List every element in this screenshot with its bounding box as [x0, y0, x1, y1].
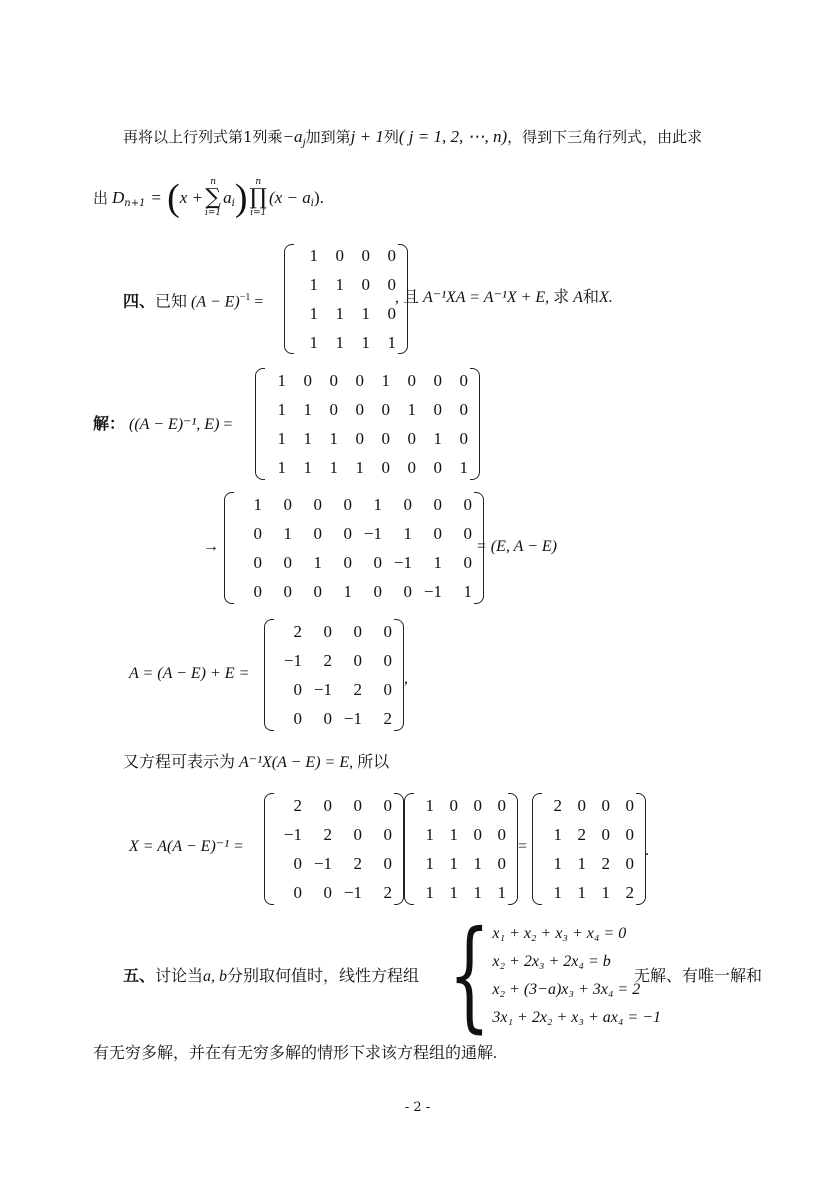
matrix-cell: 1	[303, 428, 312, 448]
matrix-cell: 1	[355, 457, 364, 477]
matrix-cell: 0	[381, 428, 390, 448]
math-sub: n+1	[124, 198, 146, 209]
sum-top: n	[210, 177, 216, 187]
math-x-plus: x +	[179, 188, 204, 207]
matrix-cell: 0	[283, 494, 292, 514]
matrix-cell: −1	[283, 824, 302, 844]
text-segment: 加到第	[305, 128, 351, 146]
A-equation	[129, 663, 249, 685]
text-segment: 无解、有唯一解和	[634, 968, 763, 985]
matrix-cell: 0	[459, 399, 468, 419]
matrix-cell: −1	[313, 679, 332, 699]
bracket-left	[404, 793, 414, 905]
matrix-cell: 2	[353, 679, 362, 699]
also-equation-line	[123, 752, 389, 774]
matrix-cell: 0	[387, 303, 396, 323]
matrix-cell: 1	[335, 332, 344, 352]
matrix-cell: 0	[433, 399, 442, 419]
matrix-cell: 0	[353, 824, 362, 844]
prod-bottom: i=1	[250, 208, 267, 218]
matrix-cell: 2	[383, 882, 392, 902]
bracket-right	[394, 793, 404, 905]
matrix-cell: 1	[303, 457, 312, 477]
math-lhs: ((A − E)⁻¹, E)	[129, 416, 220, 433]
matrix-cell: 1	[361, 303, 370, 323]
text-segment: 讨论当	[155, 968, 204, 985]
matrix-cell: 0	[253, 552, 262, 572]
matrix-cell: 0	[343, 523, 352, 543]
equation-line: x₂ + 2x₃ + 2x₄ = b	[492, 953, 611, 970]
paragraph-line-1	[123, 127, 702, 154]
matrix-cell: 1	[403, 523, 412, 543]
math-sub: i	[231, 198, 235, 209]
matrix-cell: 0	[383, 795, 392, 815]
matrix-cell: 1	[407, 399, 416, 419]
math-eq: =	[518, 838, 528, 855]
matrix-cell: 1	[361, 332, 370, 352]
matrix-cell: −1	[343, 708, 362, 728]
arrow	[203, 536, 219, 558]
matrix-cell: 0	[407, 457, 416, 477]
problem-number: 五、	[123, 968, 156, 985]
matrix-cell: 0	[459, 370, 468, 390]
matrix-cell: 1	[449, 853, 458, 873]
matrix-cell: 0	[383, 679, 392, 699]
matrix-cell: 0	[459, 428, 468, 448]
matrix-cell: 1	[309, 274, 318, 294]
matrix-cell: 0	[383, 853, 392, 873]
math-range: ( j = 1, 2, ⋯, n)	[398, 127, 508, 146]
matrix-cell: 0	[381, 399, 390, 419]
text-segment: ，得到下三角行列式，由此求	[507, 128, 703, 146]
matrix-cell: 1	[473, 853, 482, 873]
matrix-cell: 0	[433, 457, 442, 477]
matrix-cell: 0	[473, 795, 482, 815]
matrix-cell: 0	[329, 399, 338, 419]
matrix-cell: 0	[433, 494, 442, 514]
matrix-cell: −1	[283, 650, 302, 670]
matrix-cell: 1	[577, 853, 586, 873]
matrix-cell: 0	[355, 428, 364, 448]
matrix-cell: 0	[343, 494, 352, 514]
matrix-cell: 1	[459, 457, 468, 477]
matrix-cell: 1	[373, 494, 382, 514]
product-symbol-group	[250, 178, 268, 218]
math-eq: =	[254, 293, 264, 311]
bracket-left	[264, 793, 274, 905]
matrix-cell: 0	[353, 621, 362, 641]
bracket-left	[224, 492, 234, 604]
comma	[404, 668, 408, 690]
matrix-cell: 0	[355, 370, 364, 390]
period	[645, 840, 649, 862]
math-eq: =	[151, 188, 162, 207]
solution-label	[93, 414, 232, 436]
matrix-cell: 1	[303, 399, 312, 419]
matrix-cell: −1	[423, 581, 442, 601]
paragraph-line-2	[93, 178, 324, 218]
text-segment: , 且	[395, 289, 420, 306]
matrix-cell: 0	[283, 581, 292, 601]
matrix-cell: 0	[323, 795, 332, 815]
problem-5-line-2	[93, 1043, 497, 1065]
matrix-cell: 0	[433, 523, 442, 543]
text-segment: ,	[404, 670, 408, 687]
equals	[518, 836, 527, 858]
matrix-cell: 1	[335, 303, 344, 323]
math-result: = (E, A − E)	[476, 538, 557, 555]
math-D: D	[112, 188, 125, 207]
matrix-cell: 1	[277, 370, 286, 390]
matrix-cell: 0	[463, 523, 472, 543]
matrix-cell: 2	[577, 824, 586, 844]
page-number: - 2 -	[404, 1100, 431, 1115]
matrix-cell: 1	[449, 824, 458, 844]
matrix-cell: 0	[473, 824, 482, 844]
matrix-cell: 0	[361, 245, 370, 265]
matrix-cell: 0	[449, 795, 458, 815]
matrix-cell: 0	[361, 274, 370, 294]
matrix-cell: 2	[553, 795, 562, 815]
matrix-cell: 1	[283, 523, 292, 543]
matrix-cell: 0	[497, 795, 506, 815]
matrix-cell: 0	[313, 494, 322, 514]
matrix-cell: 0	[353, 650, 362, 670]
left-brace-icon: {	[448, 906, 491, 1045]
matrix-cell: 0	[373, 581, 382, 601]
close-paren: )	[234, 177, 248, 219]
matrix-cell: 0	[323, 882, 332, 902]
matrix-cell: 0	[625, 853, 634, 873]
matrix-grid	[265, 363, 470, 485]
matrix-cell: 0	[323, 708, 332, 728]
product-icon: ∏	[249, 185, 268, 210]
matrix-cell: 0	[387, 274, 396, 294]
matrix-cell: 0	[577, 795, 586, 815]
text-segment: 再将以上行列式第1列乘	[123, 128, 283, 146]
bracket-left	[264, 619, 274, 731]
augmented-matrix-1	[255, 368, 480, 480]
matrix-cell: 2	[323, 650, 332, 670]
matrix-cell: 0	[323, 621, 332, 641]
equation-line: x₁ + x₂ + x₃ + x₄ = 0	[492, 925, 627, 942]
text-segment: 出	[93, 189, 109, 207]
sum-icon: ∑	[205, 185, 221, 210]
matrix-cell: 0	[303, 370, 312, 390]
math-lhs: (A − E)	[191, 293, 240, 311]
matrix-cell: 1	[473, 882, 482, 902]
math-j-plus-1: j + 1	[350, 127, 384, 146]
matrix-cell: 1	[433, 428, 442, 448]
problem-4-statement	[123, 287, 263, 313]
matrix-cell: 2	[383, 708, 392, 728]
matrix-cell: 0	[329, 370, 338, 390]
matrix-cell: 1	[343, 581, 352, 601]
math-sub: j	[302, 138, 306, 149]
matrix-grid	[414, 788, 508, 910]
sum-bottom: i=1	[205, 208, 222, 218]
matrix-cell: 0	[313, 581, 322, 601]
matrix-X-factor-1	[264, 793, 404, 905]
matrix-cell: 1	[463, 581, 472, 601]
bracket-right	[470, 368, 480, 480]
matrix-cell: 0	[293, 679, 302, 699]
matrix-cell: 0	[343, 552, 352, 572]
matrix-cell: 2	[293, 621, 302, 641]
matrix-cell: 0	[313, 523, 322, 543]
matrix-grid	[274, 614, 394, 736]
matrix-cell: 0	[335, 245, 344, 265]
result-E-A-minus-E	[476, 536, 557, 558]
math-neg-a: −a	[282, 127, 303, 146]
math-factor-end: ).	[313, 188, 324, 207]
text-segment: , 求	[545, 289, 570, 306]
matrix-cell: 2	[293, 795, 302, 815]
solution-heading: 解：	[93, 416, 126, 433]
text-segment: 和	[582, 289, 599, 306]
matrix-cell: 0	[353, 795, 362, 815]
matrix-cell: 2	[601, 853, 610, 873]
matrix-cell: 1	[553, 824, 562, 844]
matrix-cell: 1	[309, 332, 318, 352]
matrix-cell: −1	[343, 882, 362, 902]
problem-number: 四、	[123, 293, 156, 311]
equation-line: 3x₁ + 2x₂ + x₃ + ax₄ = −1	[492, 1009, 661, 1026]
math-A: A	[573, 289, 583, 306]
text-segment: 列	[383, 128, 399, 146]
matrix-cell: −1	[393, 552, 412, 572]
sum-symbol-group	[205, 178, 221, 218]
math-ab: a, b	[203, 968, 228, 985]
matrix-cell: −1	[313, 853, 332, 873]
matrix-cell: 0	[283, 552, 292, 572]
matrix-cell: 1	[313, 552, 322, 572]
matrix-cell: 0	[497, 853, 506, 873]
problem-4-condition	[395, 287, 613, 309]
matrix-cell: 0	[383, 621, 392, 641]
matrix-cell: 0	[403, 494, 412, 514]
matrix-cell: 0	[373, 552, 382, 572]
matrix-cell: 1	[309, 245, 318, 265]
problem-5-statement	[123, 966, 419, 988]
matrix-cell: 0	[497, 824, 506, 844]
open-paren: (	[167, 177, 180, 219]
matrix-cell: 0	[625, 824, 634, 844]
matrix-cell: 1	[335, 274, 344, 294]
math-sup: −1	[239, 292, 251, 303]
matrix-cell: 0	[381, 457, 390, 477]
matrix-cell: 0	[407, 428, 416, 448]
text-segment: .	[645, 842, 649, 859]
matrix-cell: 1	[449, 882, 458, 902]
matrix-cell: 0	[433, 370, 442, 390]
prod-top: n	[255, 177, 262, 187]
matrix-grid	[274, 788, 394, 910]
augmented-matrix-2	[224, 492, 484, 604]
matrix-cell: 0	[387, 245, 396, 265]
matrix-grid	[542, 788, 636, 910]
matrix-cell: 1	[329, 428, 338, 448]
linear-system	[414, 906, 661, 1045]
matrix-grid	[294, 238, 398, 360]
matrix-cell: 1	[381, 370, 390, 390]
matrix-cell: 1	[425, 882, 434, 902]
math-X: X.	[598, 289, 613, 306]
math-also-eq: A⁻¹X(A − E) = E	[239, 754, 350, 771]
matrix-cell: 1	[277, 399, 286, 419]
matrix-cell: 1	[425, 795, 434, 815]
equation-line: x₂ + (3−a)x₃ + 3x₄ = 2	[492, 981, 641, 998]
matrix-cell: 1	[387, 332, 396, 352]
arrow-right-icon: →	[203, 538, 219, 555]
matrix-cell: 1	[253, 494, 262, 514]
matrix-cell: 2	[323, 824, 332, 844]
matrix-cell: 0	[383, 650, 392, 670]
math-sub: i	[310, 198, 314, 209]
matrix-cell: 0	[355, 399, 364, 419]
math-eq: =	[223, 416, 233, 433]
matrix-cell: 1	[425, 853, 434, 873]
matrix-cell: 2	[625, 882, 634, 902]
matrix-cell: 0	[293, 708, 302, 728]
matrix-cell: 1	[601, 882, 610, 902]
matrix-X-result	[532, 793, 646, 905]
matrix-cell: 0	[601, 795, 610, 815]
matrix-cell: 0	[407, 370, 416, 390]
math-A-eq: A = (A − E) + E =	[129, 665, 250, 682]
matrix-cell: 0	[463, 494, 472, 514]
matrix-cell: 1	[553, 882, 562, 902]
X-equation	[129, 836, 244, 858]
matrix-cell: 1	[553, 853, 562, 873]
matrix-A	[264, 619, 404, 731]
math-X-eq: X = A(A − E)⁻¹ =	[129, 838, 244, 855]
matrix-cell: 0	[253, 581, 262, 601]
bracket-left	[532, 793, 542, 905]
text-segment: 分别取何值时，线性方程组	[227, 968, 420, 985]
matrix-cell: 0	[253, 523, 262, 543]
matrix-cell: 1	[497, 882, 506, 902]
bracket-right	[394, 619, 404, 731]
math-factor: (x − a	[269, 188, 311, 207]
text-segment: , 所以	[349, 754, 390, 771]
text-segment: 又方程可表示为	[123, 754, 236, 771]
matrix-cell: 2	[353, 853, 362, 873]
matrix-cell: 0	[293, 853, 302, 873]
text-segment: 有无穷多解，并在有无穷多解的情形下求该方程组的通解.	[93, 1045, 498, 1062]
math-condition: A⁻¹XA = A⁻¹X + E	[423, 289, 546, 306]
matrix-cell: 1	[577, 882, 586, 902]
text-segment: 已知	[155, 293, 188, 311]
bracket-left	[255, 368, 265, 480]
matrix-X-factor-2	[404, 793, 518, 905]
matrix-A-minus-E-inverse	[284, 244, 408, 354]
matrix-cell: 1	[329, 457, 338, 477]
bracket-right	[508, 793, 518, 905]
bracket-left	[284, 244, 294, 354]
matrix-cell: 0	[383, 824, 392, 844]
matrix-cell: 0	[625, 795, 634, 815]
matrix-cell: 1	[277, 428, 286, 448]
matrix-cell: −1	[363, 523, 382, 543]
matrix-grid	[234, 487, 474, 609]
matrix-cell: 1	[277, 457, 286, 477]
matrix-cell: 0	[403, 581, 412, 601]
matrix-cell: 1	[309, 303, 318, 323]
math-a: a	[223, 188, 232, 207]
matrix-cell: 0	[463, 552, 472, 572]
matrix-cell: 1	[425, 824, 434, 844]
matrix-cell: 0	[601, 824, 610, 844]
matrix-cell: 1	[433, 552, 442, 572]
matrix-cell: 0	[293, 882, 302, 902]
problem-5-tail	[634, 966, 762, 988]
